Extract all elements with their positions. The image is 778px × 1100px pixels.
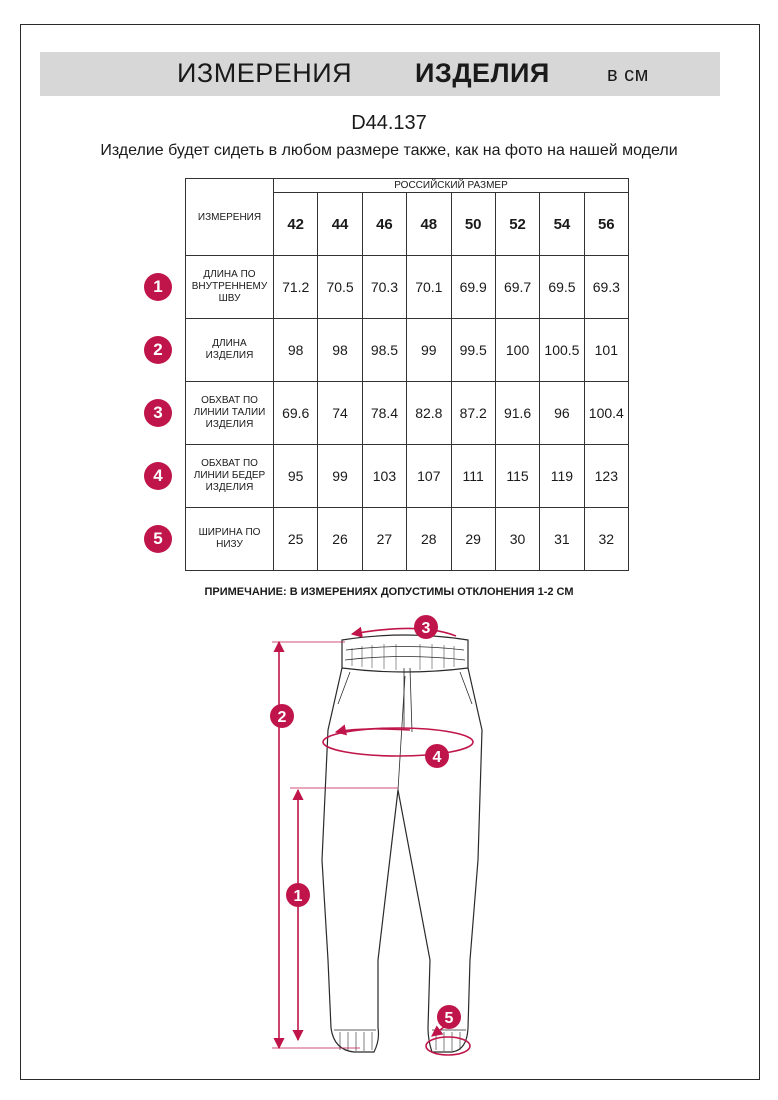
- table-cell: 99.5: [451, 319, 495, 382]
- title-unit: в см: [607, 64, 649, 86]
- row-number-badge: 2: [144, 336, 172, 364]
- size-header-44: 44: [318, 193, 362, 256]
- article-number: D44.137: [351, 112, 427, 134]
- table-cell: 119: [540, 445, 584, 508]
- table-cell: 100: [495, 319, 539, 382]
- diagram-marker-label: 5: [444, 1010, 454, 1027]
- row-number-badge: 1: [144, 273, 172, 301]
- table-cell: 26: [318, 508, 362, 571]
- diagram-marker: [425, 744, 449, 768]
- table-cell: 70.3: [362, 256, 406, 319]
- row-number-badge: 3: [144, 399, 172, 427]
- row-label-line: ИЗДЕЛИЯ: [205, 419, 254, 430]
- diagram-marker-label: 1: [293, 888, 303, 905]
- diagram-marker: [437, 1005, 461, 1029]
- table-cell: 98.5: [362, 319, 406, 382]
- diagram-marker-label: 2: [277, 709, 287, 726]
- size-header-48: 48: [407, 193, 451, 256]
- diagram-marker-label: 4: [432, 749, 442, 766]
- table-cell: 95: [274, 445, 318, 508]
- table-cell: 25: [274, 508, 318, 571]
- table-cell: 91.6: [495, 382, 539, 445]
- size-system-header: РОССИЙСКИЙ РАЗМЕР: [274, 179, 629, 193]
- size-header-50: 50: [451, 193, 495, 256]
- table-cell: 28: [407, 508, 451, 571]
- row-label-line: ДЛИНА ПО: [203, 269, 256, 280]
- size-header-46: 46: [362, 193, 406, 256]
- hip-measure-line: [323, 728, 473, 756]
- trousers-outline: [322, 635, 482, 1052]
- row-number-badge: 4: [144, 462, 172, 490]
- table-cell: 71.2: [274, 256, 318, 319]
- row-number-badge: 5: [144, 525, 172, 553]
- table-cell: 99: [318, 445, 362, 508]
- table-cell: 96: [540, 382, 584, 445]
- table-cell: 27: [362, 508, 406, 571]
- measurement-lines: [272, 628, 473, 1055]
- table-cell: 87.2: [451, 382, 495, 445]
- diagram-marker-label: 3: [421, 620, 431, 637]
- row-label-line: НИЗУ: [216, 539, 243, 550]
- table-cell: 100.5: [540, 319, 584, 382]
- size-header-42: 42: [274, 193, 318, 256]
- measure-header: ИЗМЕРЕНИЯ: [186, 179, 274, 256]
- table-cell: 31: [540, 508, 584, 571]
- row-label-line: ОБХВАТ ПО: [201, 458, 258, 469]
- tolerance-note: ПРИМЕЧАНИЕ: В ИЗМЕРЕНИЯХ ДОПУСТИМЫ ОТКЛОНЕНИЯ 1-2 СМ: [204, 586, 574, 598]
- fit-note: Изделие будет сидеть в любом размере также, как на фото на нашей модели: [100, 142, 678, 159]
- table-cell: 74: [318, 382, 362, 445]
- table-cell: 69.5: [540, 256, 584, 319]
- diagram-marker: [414, 615, 438, 639]
- size-header-56: 56: [584, 193, 628, 256]
- table-cell: 70.1: [407, 256, 451, 319]
- table-cell: 111: [451, 445, 495, 508]
- table-cell: 99: [407, 319, 451, 382]
- table-cell: 78.4: [362, 382, 406, 445]
- row-label-line: ЛИНИИ БЕДЕР: [193, 470, 266, 481]
- row-label-line: ВНУТРЕННЕМУ: [191, 281, 268, 292]
- table-cell: 103: [362, 445, 406, 508]
- table-cell: 69.9: [451, 256, 495, 319]
- title-product: ИЗДЕЛИЯ: [415, 58, 550, 88]
- row-label-line: ЛИНИИ ТАЛИИ: [193, 407, 266, 418]
- diagram-marker: [286, 883, 310, 907]
- table-cell: 82.8: [407, 382, 451, 445]
- diagram-marker: [270, 704, 294, 728]
- row-label-line: ОБХВАТ ПО: [201, 395, 258, 406]
- table-cell: 69.6: [274, 382, 318, 445]
- row-label-line: ШИРИНА ПО: [198, 527, 261, 538]
- table-cell: 70.5: [318, 256, 362, 319]
- table-cell: 101: [584, 319, 628, 382]
- table-cell: 107: [407, 445, 451, 508]
- table-cell: 98: [318, 319, 362, 382]
- size-header-52: 52: [495, 193, 539, 256]
- title-measurements: ИЗМЕРЕНИЯ: [177, 58, 353, 88]
- table-cell: 100.4: [584, 382, 628, 445]
- table-cell: 29: [451, 508, 495, 571]
- row-label-line: ИЗДЕЛИЯ: [205, 350, 254, 361]
- row-label-line: ИЗДЕЛИЯ: [205, 482, 254, 493]
- table-cell: 30: [495, 508, 539, 571]
- size-header-54: 54: [540, 193, 584, 256]
- table-cell: 123: [584, 445, 628, 508]
- table-cell: 115: [495, 445, 539, 508]
- table-cell: 32: [584, 508, 628, 571]
- table-cell: 69.3: [584, 256, 628, 319]
- row-label-line: ДЛИНА: [212, 338, 247, 349]
- row-label-line: ШВУ: [218, 293, 241, 304]
- table-cell: 98: [274, 319, 318, 382]
- table-cell: 69.7: [495, 256, 539, 319]
